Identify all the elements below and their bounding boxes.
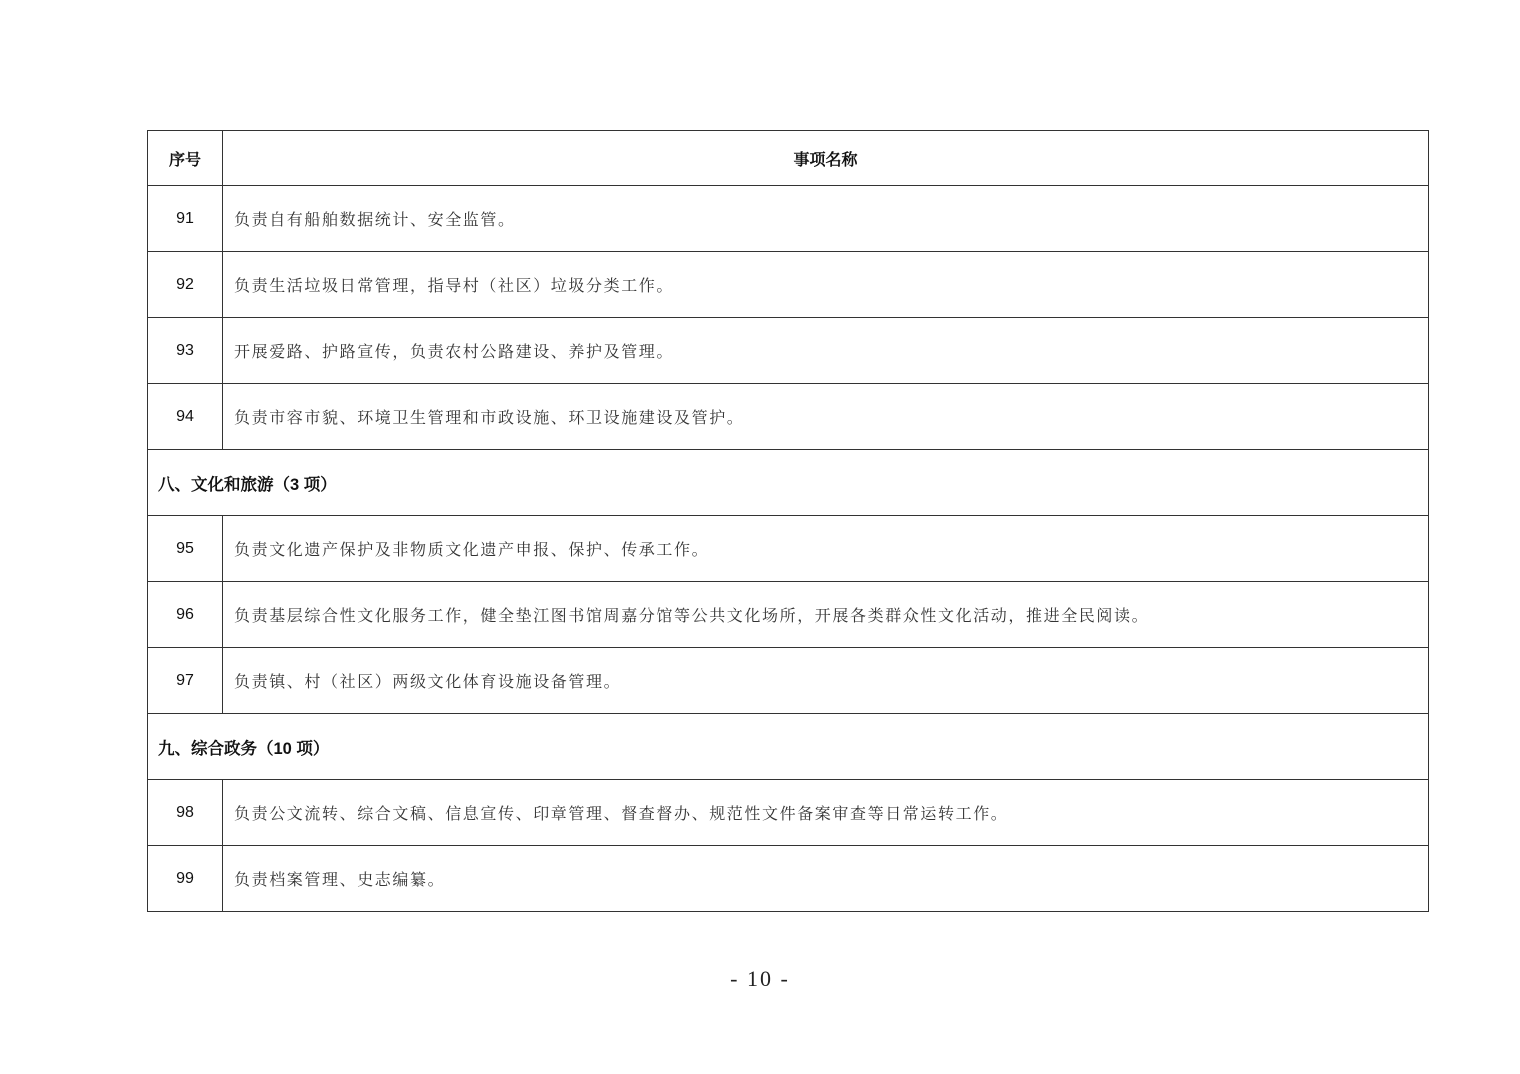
row-number: 99 <box>148 846 223 912</box>
header-item-name: 事项名称 <box>223 131 1429 186</box>
table-row <box>148 648 1429 714</box>
table-row <box>148 318 1429 384</box>
table-row <box>148 384 1429 450</box>
row-item-name: 负责市容市貌、环境卫生管理和市政设施、环卫设施建设及管护。 <box>223 384 1429 450</box>
row-item-name: 负责文化遗产保护及非物质文化遗产申报、保护、传承工作。 <box>223 516 1429 582</box>
table-row <box>148 846 1429 912</box>
row-number: 94 <box>148 384 223 450</box>
section-heading-row <box>148 450 1429 516</box>
table-row <box>148 252 1429 318</box>
row-number: 96 <box>148 582 223 648</box>
row-item-name: 负责镇、村（社区）两级文化体育设施设备管理。 <box>223 648 1429 714</box>
table-row <box>148 186 1429 252</box>
row-item-name: 负责生活垃圾日常管理，指导村（社区）垃圾分类工作。 <box>223 252 1429 318</box>
table-row <box>148 516 1429 582</box>
row-number: 98 <box>148 780 223 846</box>
row-item-name: 负责自有船舶数据统计、安全监管。 <box>223 186 1429 252</box>
row-number: 91 <box>148 186 223 252</box>
row-number: 97 <box>148 648 223 714</box>
row-item-name: 负责档案管理、史志编纂。 <box>223 846 1429 912</box>
row-item-name: 负责基层综合性文化服务工作，健全垫江图书馆周嘉分馆等公共文化场所，开展各类群众性文化活动，推进全民阅读。 <box>223 582 1429 648</box>
row-item-name: 开展爱路、护路宣传，负责农村公路建设、养护及管理。 <box>223 318 1429 384</box>
row-number: 92 <box>148 252 223 318</box>
section-heading-row <box>148 714 1429 780</box>
row-number: 95 <box>148 516 223 582</box>
section-heading-general-affairs: 九、综合政务（10 项） <box>148 714 1429 780</box>
table-row <box>148 582 1429 648</box>
header-number: 序号 <box>148 131 223 186</box>
table-row <box>148 780 1429 846</box>
section-heading-culture-tourism: 八、文化和旅游（3 项） <box>148 450 1429 516</box>
items-table <box>147 130 1429 912</box>
row-number: 93 <box>148 318 223 384</box>
row-item-name: 负责公文流转、综合文稿、信息宣传、印章管理、督查督办、规范性文件备案审查等日常运转工作。 <box>223 780 1429 846</box>
page-number: - 10 - <box>730 966 790 991</box>
table-header-row <box>148 131 1429 186</box>
